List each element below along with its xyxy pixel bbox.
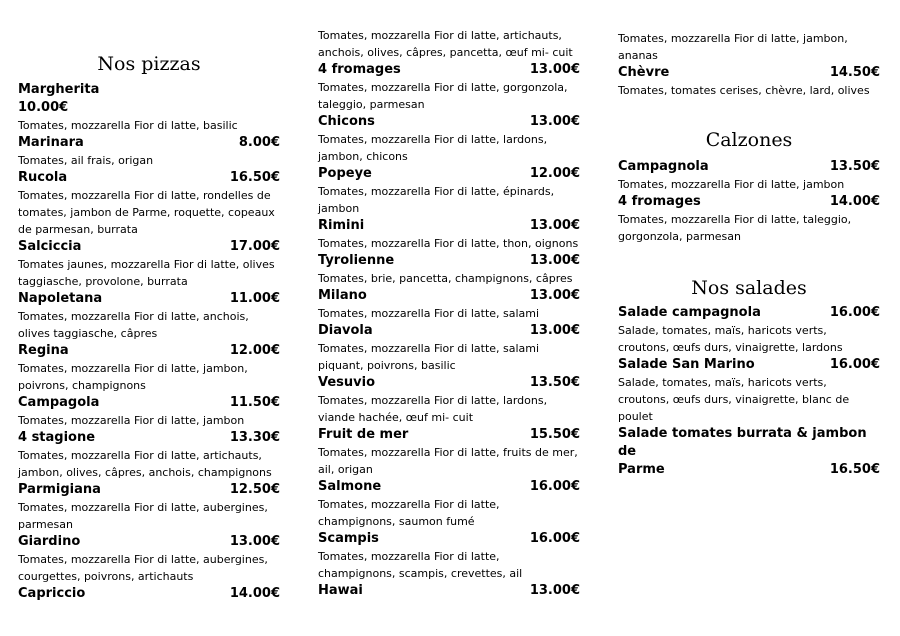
menu-item — [618, 64, 880, 99]
item-price: 14.00€ — [829, 194, 880, 209]
item-name: 4 stagione — [18, 430, 96, 445]
item-description: Tomates, ail frais, origan — [18, 154, 154, 167]
menu-item — [18, 290, 280, 342]
item-price: 12.00€ — [229, 343, 280, 358]
item-price: 13.00€ — [529, 62, 580, 77]
item-description: Tomates, mozzarella Fior di latte, lardons, jambon, chicons — [318, 133, 548, 163]
item-name: Fruit de mer — [318, 427, 409, 442]
item-description: Tomates, mozzarella Fior di latte, aubergines, parmesan — [18, 501, 268, 531]
menu-column-1 — [18, 0, 280, 603]
item-description: Tomates, mozzarella Fior di latte, anchois, olives taggiasche, câpres — [18, 310, 249, 340]
item-description: Tomates, mozzarella Fior di latte, thon, oignons — [318, 237, 579, 250]
item-description: Tomates, mozzarella Fior di latte, aubergines, courgettes, poivrons, artichauts — [18, 553, 268, 583]
menu-item — [18, 169, 280, 238]
item-name: Rucola — [18, 170, 68, 185]
item-price: 16.00€ — [829, 305, 880, 320]
item-name: Salciccia — [18, 239, 82, 254]
item-description: Tomates, mozzarella Fior di latte, lardons, viande hachée, œuf mi- cuit — [318, 394, 548, 424]
item-name: Parme — [618, 462, 665, 477]
item-description: Tomates jaunes, mozzarella Fior di latte, olives taggiasche, provolone, burrata — [18, 258, 275, 288]
item-price: 14.50€ — [829, 65, 880, 80]
item-description: Salade, tomates, maïs, haricots verts, croutons, œufs durs, vinaigrette, lardons — [618, 324, 843, 354]
item-price: 8.00€ — [238, 135, 280, 150]
item-description: Tomates, mozzarella Fior di latte, salami — [318, 307, 540, 320]
item-price: 16.50€ — [229, 170, 280, 185]
item-price: 14.00€ — [229, 586, 280, 601]
item-price: 13.00€ — [529, 218, 580, 233]
item-price: 16.00€ — [529, 531, 580, 546]
menu-item — [18, 533, 280, 585]
menu-item — [18, 134, 280, 169]
item-description: Tomates, mozzarella Fior di latte, jambon — [18, 414, 245, 427]
menu-item — [618, 425, 880, 479]
item-description: Tomates, mozzarella Fior di latte, jambon, ananas — [618, 32, 848, 62]
menu-item — [318, 287, 580, 322]
menu-item — [18, 429, 280, 481]
pizza-list-1 — [18, 81, 280, 603]
item-name: Hawai — [318, 583, 363, 598]
menu-item — [318, 61, 580, 113]
item-name: Marinara — [18, 135, 84, 150]
pizza-list-3 — [618, 64, 880, 99]
item-name: Regina — [18, 343, 69, 358]
item-price: 13.00€ — [529, 253, 580, 268]
item-name: 4 fromages — [318, 62, 401, 77]
item-name: Popeye — [318, 166, 372, 181]
menu-item — [18, 342, 280, 394]
item-name: Campagnola — [618, 159, 709, 174]
item-price: 13.00€ — [229, 534, 280, 549]
item-description: Tomates, mozzarella Fior di latte, basilic — [18, 119, 238, 132]
menu-column-2 — [318, 0, 580, 600]
item-name: Rimini — [318, 218, 365, 233]
menu-item — [318, 113, 580, 165]
item-price: 13.50€ — [829, 159, 880, 174]
item-name: Salade campagnola — [618, 305, 761, 320]
menu-item — [318, 478, 580, 530]
item-price: 13.00€ — [529, 323, 580, 338]
menu-item — [618, 193, 880, 245]
item-description: Tomates, mozzarella Fior di latte, jambon — [618, 178, 845, 191]
menu-item — [318, 165, 580, 217]
item-price: 16.00€ — [829, 357, 880, 372]
item-name: Margherita — [18, 82, 100, 97]
item-name: Napoletana — [18, 291, 103, 306]
menu-item — [18, 585, 280, 603]
item-price: 11.50€ — [229, 395, 280, 410]
item-description: Tomates, mozzarella Fior di latte, taleggio, gorgonzola, parmesan — [618, 213, 852, 243]
menu-item — [618, 304, 880, 356]
item-name: Chicons — [318, 114, 375, 129]
item-price: 15.50€ — [529, 427, 580, 442]
pizzas-title: Nos pizzas — [97, 53, 201, 75]
item-description: Tomates, mozzarella Fior di latte, artichauts, anchois, olives, câpres, pancetta, œuf mi- cuit — [318, 29, 573, 59]
item-description: Tomates, mozzarella Fior di latte, épinards, jambon — [318, 185, 555, 215]
item-description: Tomates, mozzarella Fior di latte, rondelles de tomates, jambon de Parme, roquette, copeaux de parmesan, burrata — [18, 189, 275, 236]
item-price: 12.50€ — [229, 482, 280, 497]
item-description: Tomates, brie, pancetta, champignons, câpres — [318, 272, 573, 285]
menu-item — [318, 426, 580, 478]
item-name: Capriccio — [18, 586, 86, 601]
menu-item — [618, 356, 880, 425]
menu-item — [18, 481, 280, 533]
item-name: Campagola — [18, 395, 100, 410]
item-name: Vesuvio — [318, 375, 376, 390]
item-price: 13.50€ — [529, 375, 580, 390]
item-description: Tomates, mozzarella Fior di latte, artichauts, jambon, olives, câpres, anchois, champignons — [18, 449, 272, 479]
item-name: Giardino — [18, 534, 81, 549]
menu-item — [18, 394, 280, 429]
item-name: Parmigiana — [18, 482, 101, 497]
salade-list — [618, 304, 880, 425]
calzone-list — [618, 158, 880, 245]
item-name: Salade tomates burrata & jambon de — [618, 426, 867, 459]
salades-title: Nos salades — [691, 277, 807, 299]
item-name: Scampis — [318, 531, 379, 546]
menu-item — [318, 582, 580, 600]
item-description: Tomates, mozzarella Fior di latte, gorgonzola, taleggio, parmesan — [318, 81, 568, 111]
menu-column-3 — [618, 0, 880, 479]
item-price: 13.00€ — [529, 583, 580, 598]
item-description: Tomates, mozzarella Fior di latte, champignons, saumon fumé — [318, 498, 500, 528]
menu-item — [318, 322, 580, 374]
item-price: 16.50€ — [829, 462, 880, 477]
item-name: Salmone — [318, 479, 382, 494]
item-description: Tomates, tomates cerises, chèvre, lard, olives — [618, 84, 870, 97]
item-description: Tomates, mozzarella Fior di latte, fruits de mer, ail, origan — [318, 446, 578, 476]
item-price: 13.00€ — [529, 114, 580, 129]
item-name: Milano — [318, 288, 367, 303]
item-price: 13.00€ — [529, 288, 580, 303]
menu-item — [318, 217, 580, 252]
menu-item — [318, 374, 580, 426]
calzones-title: Calzones — [705, 129, 793, 151]
item-description: Salade, tomates, maïs, haricots verts, croutons, œufs durs, vinaigrette, blanc de poulet — [618, 376, 850, 423]
item-name: 4 fromages — [618, 194, 701, 209]
item-name: Diavola — [318, 323, 373, 338]
item-price: 17.00€ — [229, 239, 280, 254]
item-price: 10.00€ — [18, 100, 69, 115]
item-price: 13.30€ — [229, 430, 280, 445]
menu-item — [18, 238, 280, 290]
item-name: Chèvre — [618, 65, 670, 80]
item-price: 11.00€ — [229, 291, 280, 306]
item-price: 12.00€ — [529, 166, 580, 181]
menu-item — [18, 81, 280, 134]
menu-item — [318, 530, 580, 582]
item-price: 16.00€ — [529, 479, 580, 494]
item-description: Tomates, mozzarella Fior di latte, champignons, scampis, crevettes, ail — [318, 550, 523, 580]
item-description: Tomates, mozzarella Fior di latte, jambon, poivrons, champignons — [18, 362, 248, 392]
menu-item — [618, 158, 880, 193]
menu-item — [318, 252, 580, 287]
pizza-list-2 — [318, 61, 580, 600]
item-name: Tyrolienne — [318, 253, 395, 268]
item-description: Tomates, mozzarella Fior di latte, salami piquant, poivrons, basilic — [318, 342, 540, 372]
item-name: Salade San Marino — [618, 357, 755, 372]
